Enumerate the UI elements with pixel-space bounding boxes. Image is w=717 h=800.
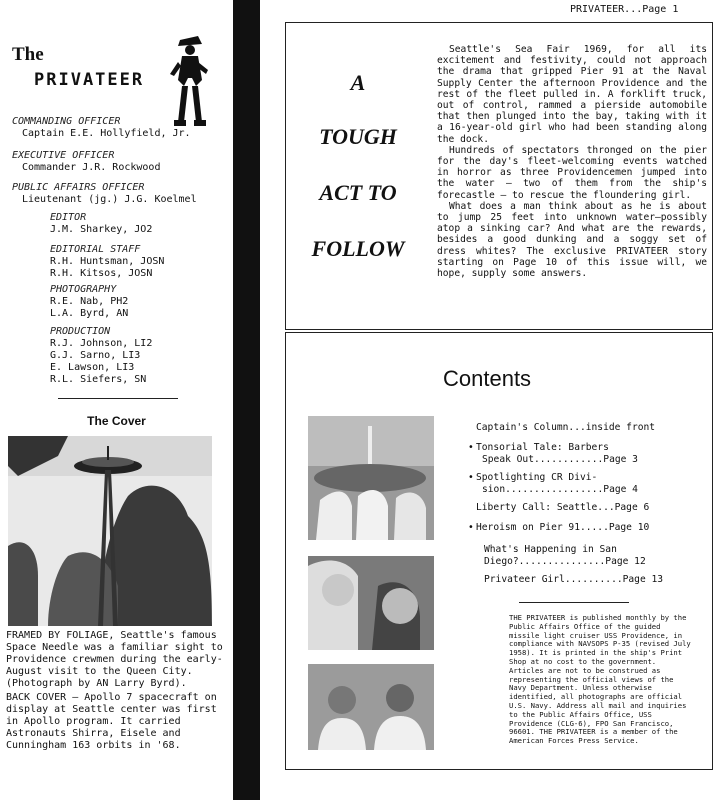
staff-name: R.E. Nab, PH2 (50, 296, 129, 307)
staff-name: R.L. Siefers, SN (50, 374, 147, 385)
staff-role: PUBLIC AFFAIRS OFFICER (12, 182, 145, 193)
staff-role: PRODUCTION (50, 326, 111, 337)
toc-line: Liberty Call: Seattle...Page 6 (476, 502, 650, 513)
page-spine (233, 0, 260, 800)
feature-story (437, 44, 707, 279)
staff-name: Lieutenant (jg.) J.G. Koelmel (22, 194, 197, 205)
toc-item[interactable] (468, 442, 700, 465)
staff-block-xo (12, 150, 160, 174)
staff-block-editor (50, 212, 152, 236)
cover-heading: The Cover (87, 414, 146, 428)
divider (58, 398, 178, 399)
staff-role: PHOTOGRAPHY (50, 284, 117, 295)
toc-line: Captain's Column...inside front (476, 422, 656, 433)
staff-name: J.M. Sharkey, JO2 (50, 224, 153, 235)
back-cover-caption: BACK COVER — Apollo 7 spacecraft on display at Seattle center was first in Apollo program. It carried Astronauts Shirra, Eisele and Cunningham 163 orbits in '68. (6, 692, 217, 751)
staff-role: EDITOR (50, 212, 87, 223)
staff-name: R.H. Huntsman, JOSN (50, 256, 165, 267)
headline-line: A (350, 70, 366, 95)
headline-line: FOLLOW (311, 236, 405, 261)
page-header: PRIVATEER...Page 1 (570, 4, 679, 15)
staff-block-production (50, 326, 152, 386)
staff-block-co (12, 116, 191, 140)
staff-name: Captain E.E. Hollyfield, Jr. (22, 128, 191, 139)
contents-title: Contents (443, 366, 532, 391)
staff-name: R.J. Johnson, LI2 (50, 338, 153, 349)
divider (519, 602, 629, 603)
story-paragraph: What does a man think about as he is about to jump 25 feet into unknown water—possibly atop a sinking car? And what are the rewards, besides a good dunking and a soggy set of dress whites? The exclusive PRIVATEER story starting on Page 10 of this issue will, we hope, supply some answers. (437, 200, 707, 280)
staff-block-pao (12, 182, 197, 206)
staff-name: Commander J.R. Rockwood (22, 162, 161, 173)
headline-line: ACT TO (319, 180, 397, 205)
publication-note: THE PRIVATEER is published monthly by the Public Affairs Office of the guided missile light cruiser USS Providence, in compliance with NAVSOPS P-35 (revised July 1958). It is printed in the ship's Print Shop at no cost to the government. Articles are not to be construed as representing the official views of the Navy Department. Unless otherwise identified, all photographs are official U.S. Navy. Address all mail and inquiries to the Public Affairs Office, USS Providence (CLG-6), FPO San Francisco, 96601. THE PRIVATEER is a member of the American Forces Press Service. (509, 613, 691, 746)
toc-item[interactable] (468, 522, 700, 534)
staff-name: G.J. Sarno, LI3 (50, 350, 141, 361)
toc-item[interactable] (476, 502, 700, 514)
toc-line: Privateer Girl..........Page 13 (484, 574, 664, 585)
staff-name: L.A. Byrd, AN (50, 308, 129, 319)
space-needle-photo (8, 436, 212, 626)
toc-item[interactable] (476, 422, 700, 434)
toc-line: Tonsorial Tale: Barbers (476, 442, 609, 453)
masthead-title: PRIVATEER (34, 70, 145, 90)
toc-line: Diego?...............Page 12 (484, 555, 646, 567)
staff-block-photography (50, 284, 128, 320)
masthead-column (0, 0, 233, 800)
toc-line: What's Happening in San (484, 544, 617, 555)
toc-line: Heroism on Pier 91.....Page 10 (476, 522, 650, 533)
bullet-icon: • (468, 442, 474, 453)
masthead-the: The (12, 44, 44, 65)
staff-block-editorial (50, 244, 164, 280)
photo-sailors-fountain (308, 416, 434, 540)
photo-sailors (308, 664, 434, 750)
staff-role: EDITORIAL STAFF (50, 244, 141, 255)
toc-line: sion.................Page 4 (482, 483, 638, 495)
story-paragraph: Hundreds of spectators thronged on the pier for the day's fleet-welcoming events watched in horror as three Providencemen jumped into the water — two of them from the ship's forecastle — to rescue the floundering girl. (437, 144, 707, 201)
staff-name: R.H. Kitsos, JOSN (50, 268, 153, 279)
toc-line: Speak Out............Page 3 (482, 453, 638, 465)
toc-item[interactable] (468, 472, 700, 495)
toc-item[interactable] (484, 574, 708, 586)
cover-caption: FRAMED BY FOLIAGE, Seattle's famous Space Needle was a familiar sight to Providence crewmen during the early-August visit to the Queen City. (Photograph by AN Larry Byrd). (6, 630, 223, 689)
staff-role: EXECUTIVE OFFICER (12, 150, 115, 161)
bullet-icon: • (468, 472, 474, 483)
story-paragraph: Seattle's Sea Fair 1969, for all its excitement and festivity, could not approach the drama that gripped Pier 91 at the Naval Supply Center the afternoon Providence and the rest of the fleet pulled in. A forklift truck, out of control, rammed a pierside automobile that then plunged into the bay, taking with it a 16-year-old girl who had been standing along the dock. (437, 44, 707, 145)
toc-item[interactable] (484, 544, 708, 567)
staff-role: COMMANDING OFFICER (12, 116, 121, 127)
photo-barber (308, 556, 434, 650)
bullet-icon: • (468, 522, 474, 533)
toc-line: Spotlighting CR Divi- (476, 472, 598, 483)
headline-line: TOUGH (319, 124, 397, 149)
staff-name: E. Lawson, LI3 (50, 362, 135, 373)
